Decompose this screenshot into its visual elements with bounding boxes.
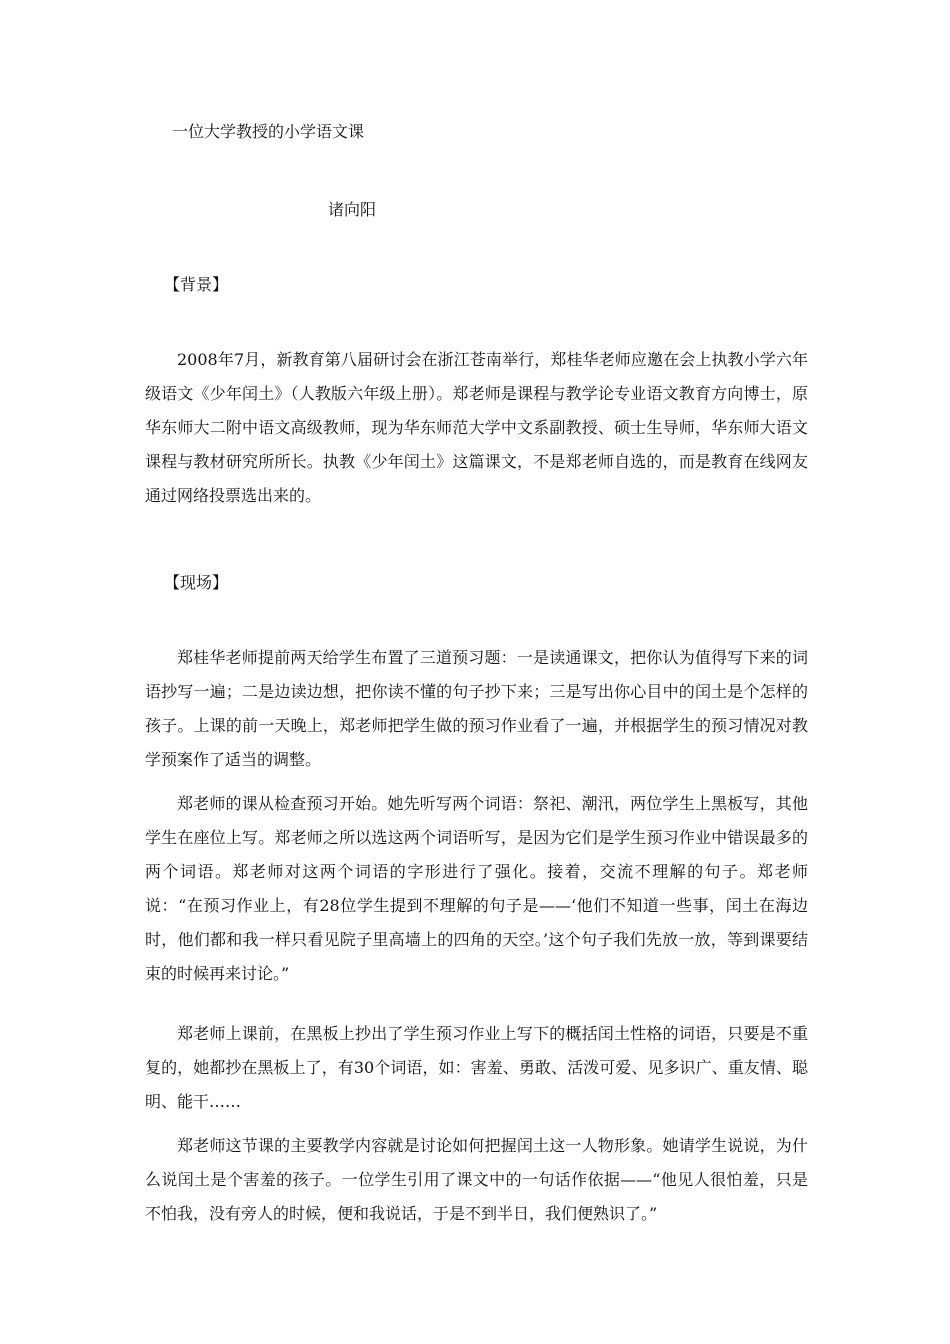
scene-paragraph-3: 郑老师上课前，在黑板上抄出了学生预习作业上写下的概括闰土性格的词语，只要是不重复的，她都抄在黑板上了，有30个词语，如：害羞、勇敢、活泼可爱、见多识广、重友情、聪明、能干…… xyxy=(145,1024,808,1111)
section-heading-scene: 【现场】 xyxy=(164,573,229,592)
scene-paragraph-2: 郑老师的课从检查预习开始。她先听写两个词语：祭祀、潮汛，两位学生上黑板写，其他学生在座位上写。郑老师之所以选这两个词语听写，是因为它们是学生预习作业中错误最多的两个词语。郑老师对这两个词语的字形进行了强化。接着，交流不理解的句子。郑老师说：“在预习作业上，有28位学生提到不理解的句子是——‘他们不知道一些事，闰土在海边时，他们都和我一样只看见院子里高墙上的四角的天空。’这个句子我们先放一放，等到课要结束的时候再来讨论。” xyxy=(145,794,808,983)
document-author: 诸向阳 xyxy=(328,200,377,219)
document-title: 一位大学教授的小学语文课 xyxy=(172,122,365,141)
scene-paragraph-4: 郑老师这节课的主要教学内容就是讨论如何把握闰土这一人物形象。她请学生说说，为什么说闰土是个害羞的孩子。一位学生引用了课文中的一句话作依据——“他见人很怕羞，只是不怕我，没有旁人的时候，便和我说话，于是不到半日，我们便熟识了。” xyxy=(145,1136,808,1223)
background-paragraph: 2008年7月，新教育第八届研讨会在浙江苍南举行，郑桂华老师应邀在会上执教小学六年级语文《少年闰土》（人教版六年级上册）。郑老师是课程与教学论专业语文教育方向博士，原华东师大二附中语文高级教师，现为华东师范大学中文系副教授、硕士生导师，华东师大语文课程与教材研究所所长。执教《少年闰土》这篇课文，不是郑老师自选的，而是教育在线网友通过网络投票选出来的。 xyxy=(145,350,808,505)
scene-paragraph-1: 郑桂华老师提前两天给学生布置了三道预习题：一是读通课文，把你认为值得写下来的词语抄写一遍；二是边读边想，把你读不懂的句子抄下来；三是写出你心目中的闰土是个怎样的孩子。上课的前一天晚上，郑老师把学生做的预习作业看了一遍，并根据学生的预习情况对教学预案作了适当的调整。 xyxy=(145,648,808,769)
section-heading-background: 【背景】 xyxy=(164,275,229,294)
